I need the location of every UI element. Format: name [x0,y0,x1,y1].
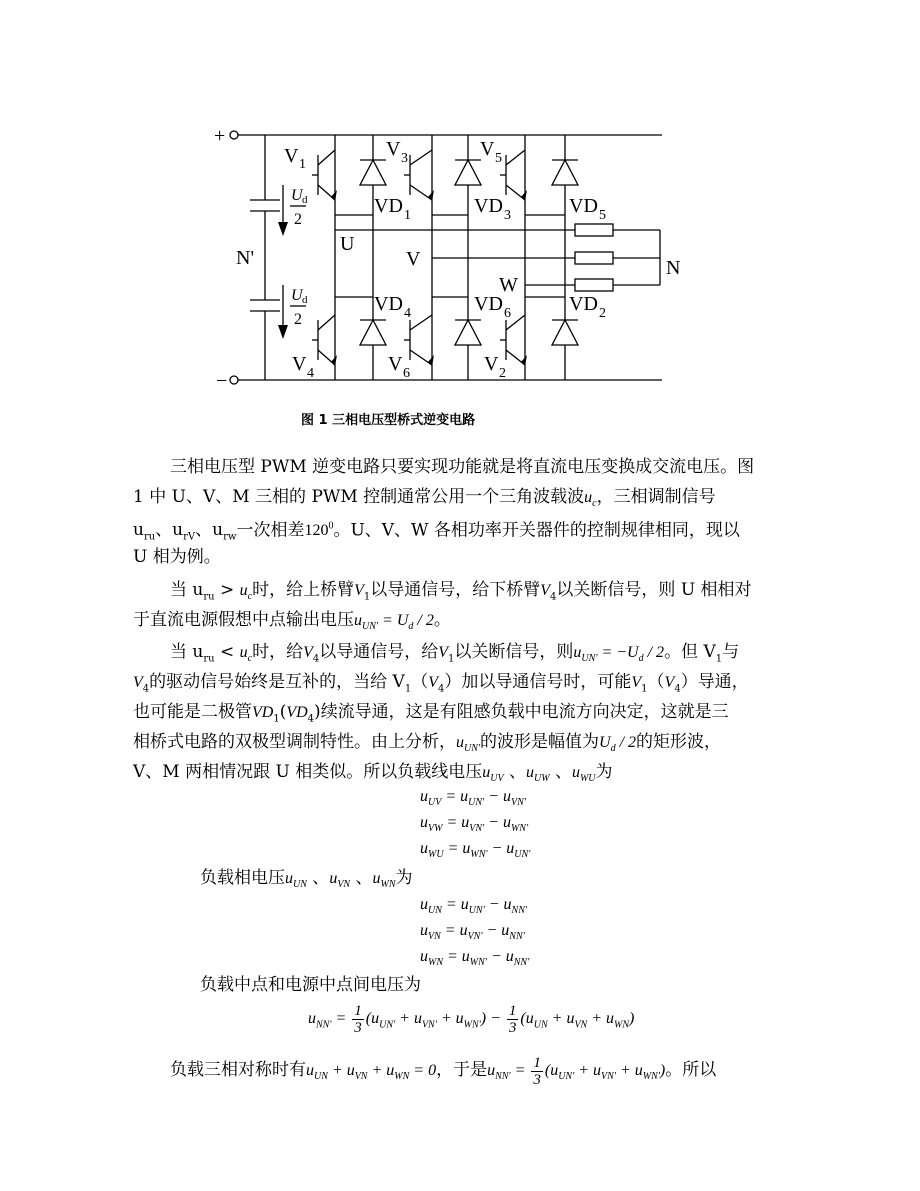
label-vd1: VD [374,195,403,217]
label-v6-sub: 6 [403,366,410,381]
paragraph-line: 于直流电源假想中点输出电压$u_{UN'} = U_d / 2$。 [133,610,451,633]
plus-terminal-label: + [214,125,226,147]
label-vd4-sub: 4 [404,306,411,321]
minus-terminal-label: − [216,370,228,392]
label-w-node: W [499,274,518,296]
paragraph-line: 1 中 U、V、M 三相的 PWM 控制通常公用一个三角波载波$u_c$，三相调制信号 [133,487,716,510]
label-vd2: VD [569,293,598,315]
label-v1-sub: 1 [299,157,306,172]
paragraph-line: 当 $u_{ru} < u_c$时，给$V_4$以导通信号，给$V_1$以关断信号，则$u_{UN'} = -U_d / 2$。但 $V_1$与 [170,642,740,665]
label-vd3-sub: 3 [504,208,511,223]
label-ud-bottom-sub: d [302,294,308,306]
paragraph-line: 也可能是二极管$VD_1(VD_4)$续流导通，这是有阻感负载中电流方向决定，这就是三 [133,702,729,725]
paragraph-line: 负载相电压$u_{UN}$ 、$u_{VN}$ 、$u_{WN}$为 [200,868,413,891]
equation-uwn: $u_{WN} = u_{WN'} - u_{NN'}$ [420,948,530,969]
equation-unn: $u_{NN'}$ = $\frac{1}{3}$ $(u_{UN'} + u_{VN'} + u_{WN'})$ − $\frac{1}{3}$ $(u_{UN} + u_{VN} + u_{WN})$ [308,1003,635,1036]
label-two-bottom: 2 [294,311,302,328]
label-v4: V [292,353,307,375]
paragraph-line: 当 $u_{ru} > u_c$时，给上桥臂$V_1$以导通信号，给下桥臂$V_4$以关断信号，则 U 相相对 [170,580,752,603]
paragraph-line: 三相电压型 PWM 逆变电路只要实现功能就是将直流电压变换成交流电压。图 [170,457,755,477]
label-v3-sub: 3 [401,151,408,166]
label-v2: V [484,353,499,375]
equation-uun: $u_{UN} = u_{UN'} - u_{NN'}$ [420,896,528,917]
label-v2-sub: 2 [499,366,506,381]
label-v5-sub: 5 [495,151,502,166]
equation-uvw: $u_{VW} = u_{VN'} - u_{WN'}$ [420,814,529,835]
label-vd6-sub: 6 [504,306,511,321]
label-vd1-sub: 1 [404,208,411,223]
paragraph-line: $u_{ru}$、$u_{rV}$、$u_{rw}$一次相差$120^0$。U、V、W 各相功率开关器件的控制规律相同，现以 [133,520,740,543]
paragraph-line: 负载三相对称时有$u_{UN} + u_{VN} + u_{WN} = 0$，于是$u_{NN'}$ = $\frac{1}{3}$ $(u_{UN'} + u_{VN'} + u_{WN'})$。所以 [170,1055,717,1088]
label-vd4: VD [374,293,403,315]
figure-caption: 图 1 三相电压型桥式逆变电路 [301,413,476,428]
label-ud-bottom: U [291,287,303,304]
equation-uvn: $u_{VN} = u_{VN'} - u_{NN'}$ [420,922,525,943]
label-v3: V [386,138,401,160]
equation-uuv: $u_{UV} = u_{UN'} - u_{VN'}$ [420,788,526,809]
label-vd2-sub: 2 [599,306,606,321]
label-n-node: N [666,257,681,279]
paragraph-line: 负载中点和电源中点间电压为 [200,975,421,995]
label-vd3: VD [474,195,503,217]
label-v5: V [480,138,495,160]
paragraph-line: 相桥式电路的双极型调制特性。由上分析，$u_{UN'}$的波形是幅值为$U_d / 2$的矩形波， [133,732,722,755]
label-vd5: VD [569,195,598,217]
paragraph-line: $V_4$的驱动信号始终是互补的，当给 $V_1(V_4)$加以导通信号时，可能$V_1(V_4)$导通， [133,672,749,695]
paragraph-line: V、M 两相情况跟 U 相类似。所以负载线电压$u_{UV}$ 、$u_{UW}$ 、$u_{WU}$为 [133,762,613,785]
label-u-node: U [340,233,355,255]
equation-uwu: $u_{WU} = u_{WN'} - u_{UN'}$ [420,840,531,861]
label-ud-top-sub: d [302,194,308,206]
paragraph-line: U 相为例。 [133,547,221,567]
label-v1: V [284,145,299,167]
label-two-top: 2 [294,211,302,228]
inverter-circuit-diagram [0,0,920,400]
label-vd5-sub: 5 [599,208,606,223]
label-vd6: VD [474,293,503,315]
label-v4-sub: 4 [307,366,314,381]
label-v6: V [388,353,403,375]
label-v-node: V [406,248,421,270]
label-nprime: N' [236,247,255,269]
label-ud-top: U [291,187,303,204]
